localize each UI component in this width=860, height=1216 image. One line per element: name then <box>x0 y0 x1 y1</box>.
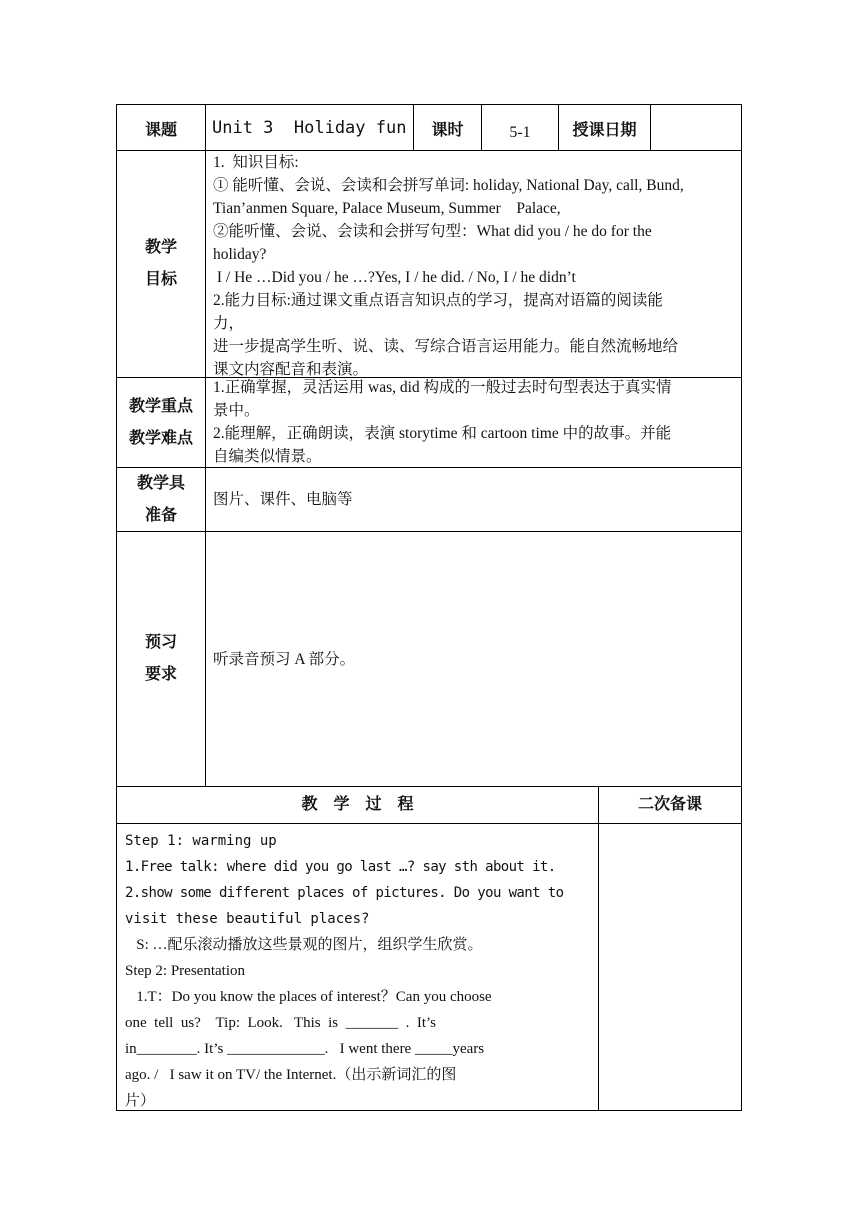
key-points-line: 自编类似情景。 <box>213 448 322 465</box>
process-line: 1.T：Do you know the places of interest？Can you choose <box>125 989 492 1005</box>
process-line: ago. / I saw it on TV/ the Internet.（出示新词汇的图 <box>125 1067 457 1083</box>
table-border-top <box>116 104 742 105</box>
key-points-line: 景中。 <box>213 402 260 419</box>
key-points-line: 2.能理解，正确朗读，表演 storytime 和 cartoon time 中的故事。并能 <box>213 425 672 442</box>
objectives-label: 教学 目标 <box>144 239 177 288</box>
objectives-line: 1. 知识目标: <box>213 154 299 171</box>
key-points-content <box>213 376 737 466</box>
process-line: 片） <box>125 1093 156 1109</box>
second-prep-header: 二次备课 <box>637 796 702 813</box>
process-column-divider <box>598 786 599 1111</box>
key-points-label: 教学重点 教学难点 <box>128 397 193 447</box>
label-column-divider <box>205 104 206 787</box>
tools-label: 教学具 准备 <box>136 474 185 524</box>
process-line: Step 2: Presentation <box>125 963 245 979</box>
table-border-right <box>741 104 742 1111</box>
objectives-line: 2.能力目标:通过课文重点语言知识点的学习，提高对语篇的阅读能 <box>213 292 663 309</box>
objectives-line: 力， <box>213 315 245 332</box>
process-header-bottom <box>116 823 742 824</box>
preview-label: 预习 要求 <box>144 634 177 683</box>
key-points-line: 1.正确掌握，灵活运用 was, did 构成的一般过去时句型表达于真实情 <box>213 379 672 396</box>
process-line: in________. It’s _____________. I went there _____years <box>125 1041 485 1057</box>
date-label: 授课日期 <box>572 122 637 139</box>
process-line: 2.show some different places of pictures. Do you want to <box>125 885 564 901</box>
preview-value: 听录音预习 A 部分。 <box>213 650 356 668</box>
period-value: 5-1 <box>509 124 531 141</box>
objectives-line: ① 能听懂、会说、会读和会拼写单词: holiday, National Day, call, Bund, <box>213 177 684 194</box>
process-line: S: …配乐滚动播放这些景观的图片，组织学生欣赏。 <box>125 937 483 953</box>
objectives-line: Tian’anmen Square, Palace Museum, Summer Palace, <box>213 200 561 217</box>
date-value <box>651 112 741 150</box>
objectives-line: holiday? <box>213 246 267 263</box>
process-line: 1.Free talk: where did you go last …? say sth about it. <box>125 859 556 875</box>
period-label: 课时 <box>431 122 464 139</box>
process-line: visit these beautiful places? <box>125 911 370 927</box>
objectives-line: 课文内容配音和表演。 <box>213 361 369 378</box>
tools-value: 图片、课件、电脑等 <box>213 491 353 508</box>
objectives-line: ②能听懂、会说、会读和会拼写句型：What did you / he do for the <box>213 223 652 240</box>
process-line: Step 1: warming up <box>125 833 277 849</box>
objectives-line: I / He …Did you / he …?Yes, I / he did. / No, I / he didn’t <box>213 269 576 286</box>
process-content <box>125 828 595 1110</box>
topic-value: Unit 3 Holiday fun <box>212 118 407 138</box>
objectives-line: 进一步提高学生听、说、读、写综合语言运用能力。能自然流畅地给 <box>213 338 679 355</box>
objectives-content <box>213 151 737 377</box>
topic-label: 课题 <box>144 122 177 139</box>
process-header: 教 学 过 程 <box>301 796 414 813</box>
process-line: one tell us? Tip: Look. This is _______ . It’s <box>125 1015 436 1031</box>
